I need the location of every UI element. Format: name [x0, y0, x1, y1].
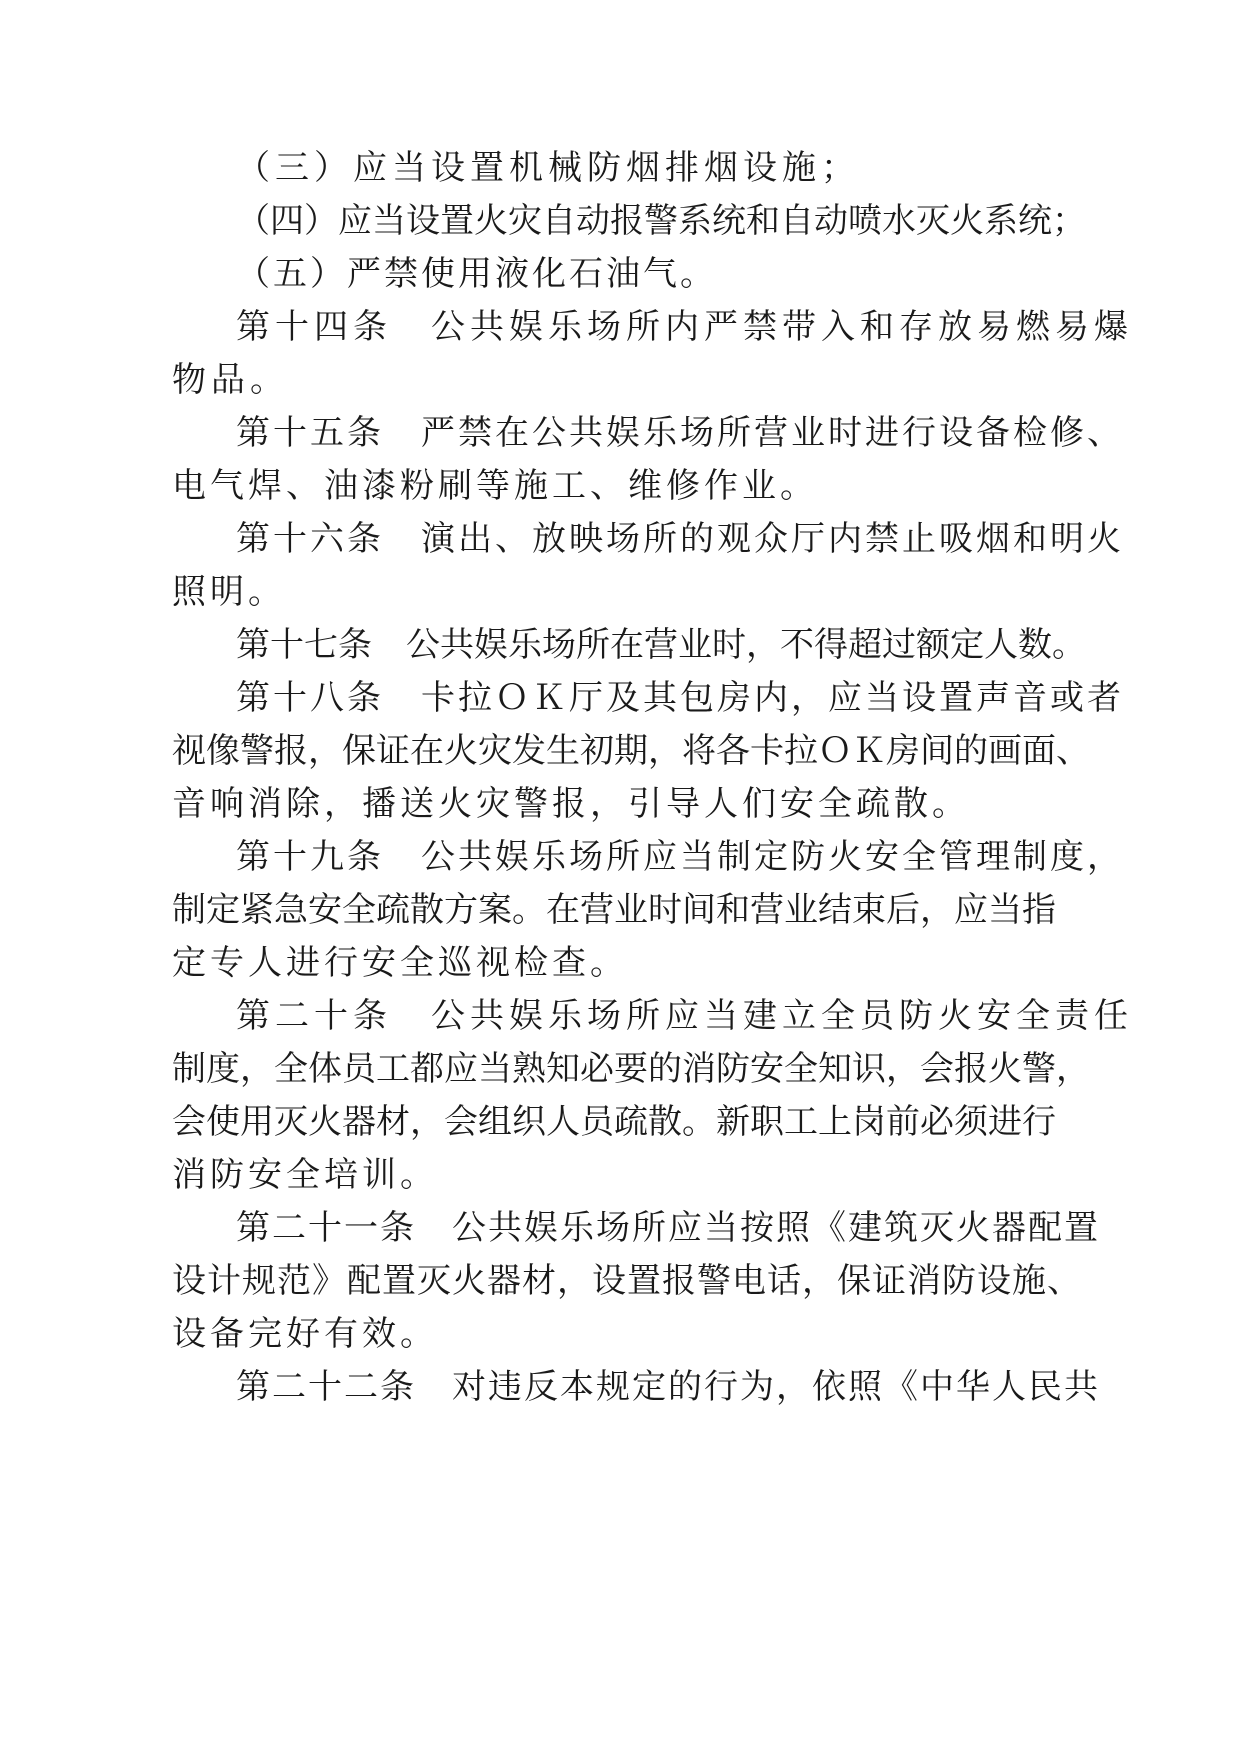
text-line: 会使用灭火器材，会组织人员疏散。新职工上岗前必须进行: [172, 1102, 1056, 1142]
text-line: 第十六条 演出、放映场所的观众厅内禁止吸烟和明火: [236, 519, 1124, 559]
text-line: （三）应当设置机械防烟排烟设施；: [236, 148, 860, 188]
text-line: 第十九条 公共娱乐场所应当制定防火安全管理制度，: [236, 837, 1124, 877]
text-line: （五）严禁使用液化石油气。: [236, 254, 717, 294]
text-line: 第十七条 公共娱乐场所在营业时，不得超过额定人数。: [236, 625, 1086, 665]
text-line: 制定紧急安全疏散方案。在营业时间和营业结束后，应当指: [172, 890, 1056, 930]
text-line: 制度，全体员工都应当熟知必要的消防安全知识，会报火警，: [172, 1049, 1090, 1089]
text-line: 定专人进行安全巡视检查。: [172, 943, 628, 983]
text-line: 照明。: [172, 572, 286, 612]
text-line: （四）应当设置火灾自动报警系统和自动喷水灭火系统；: [236, 201, 1086, 241]
text-line: 电气焊、油漆粉刷等施工、维修作业。: [172, 466, 818, 506]
text-line: 第十四条 公共娱乐场所内严禁带入和存放易燃易爆: [236, 307, 1133, 347]
text-line: 第十八条 卡拉ＯＫ厅及其包房内，应当设置声音或者: [236, 678, 1124, 718]
text-line: 设备完好有效。: [172, 1314, 438, 1354]
text-line: 视像警报，保证在火灾发生初期，将各卡拉ＯＫ房间的画面、: [172, 731, 1090, 771]
text-line: 第二十二条 对违反本规定的行为，依照《中华人民共: [236, 1367, 1100, 1407]
text-line: 设计规范》配置灭火器材，设置报警电话，保证消防设施、: [172, 1261, 1082, 1301]
text-line: 物品。: [172, 360, 289, 400]
text-line: 第二十一条 公共娱乐场所应当按照《建筑灭火器配置: [236, 1208, 1100, 1248]
text-line: 消防安全培训。: [172, 1155, 438, 1195]
text-line: 第十五条 严禁在公共娱乐场所营业时进行设备检修、: [236, 413, 1124, 453]
text-line: 音响消除，播送火灾警报，引导人们安全疏散。: [172, 784, 970, 824]
text-line: 第二十条 公共娱乐场所应当建立全员防火安全责任: [236, 996, 1133, 1036]
